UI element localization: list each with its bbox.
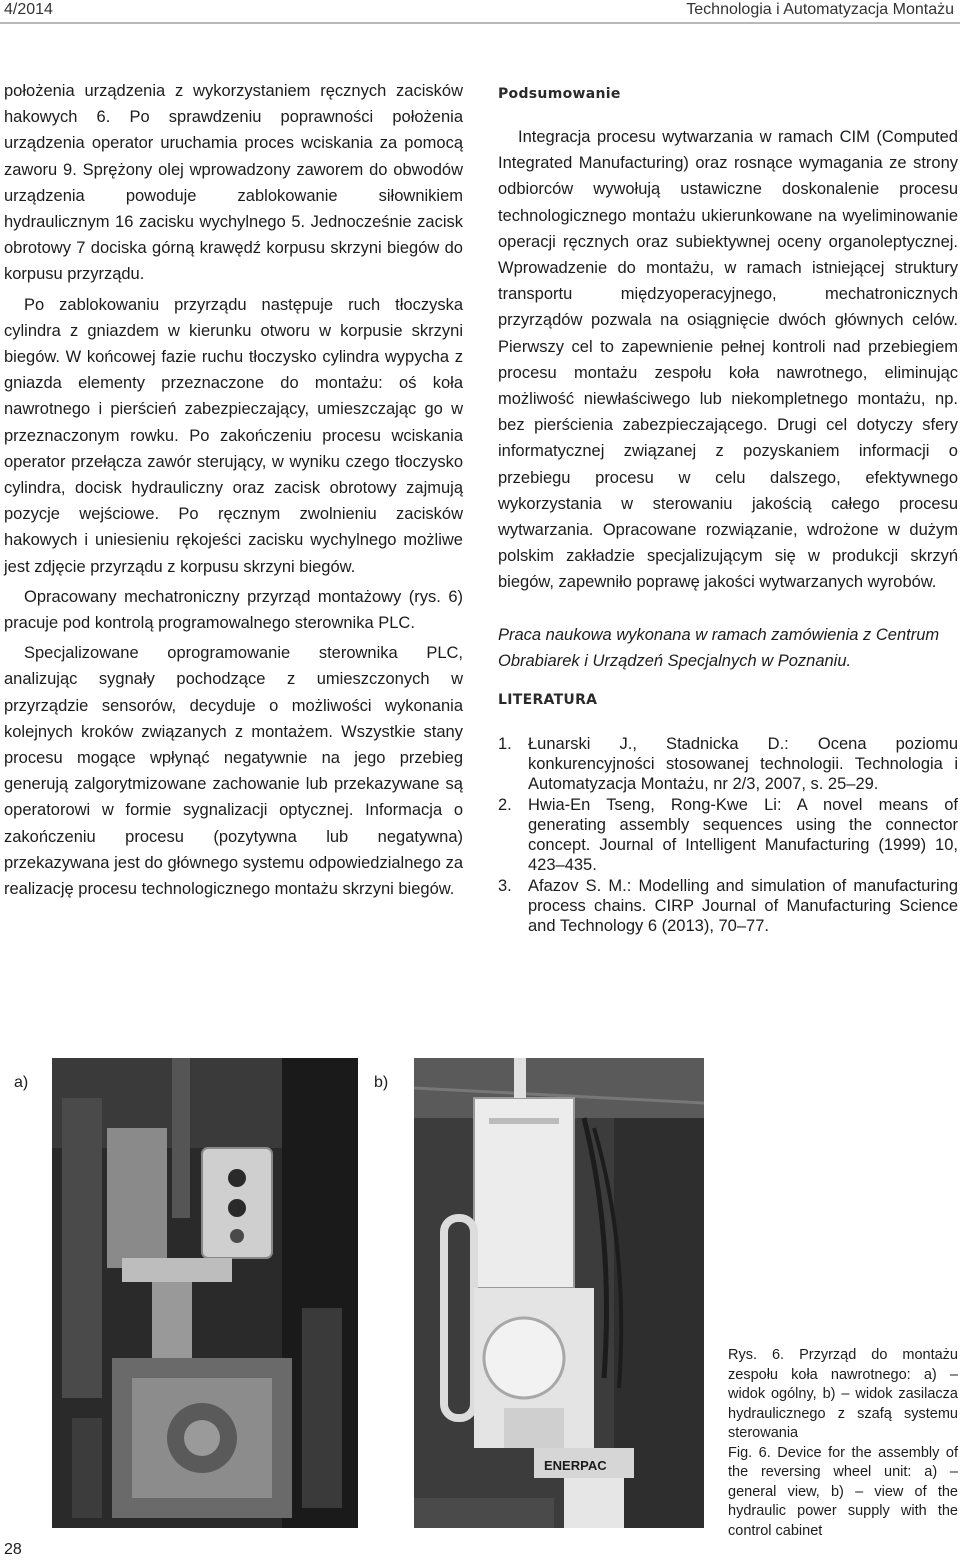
- left-column: [4, 78, 463, 902]
- acknowledgement: Praca naukowa wykonana w ramach zamówienia z Centrum Obrabiarek i Urządzeń Specjalnych w Poznaniu.: [498, 625, 940, 670]
- photo-general-view: [52, 1058, 358, 1528]
- page-number: 28: [4, 1541, 22, 1558]
- figure-label-a: a): [14, 1074, 29, 1091]
- photo-hydraulic-supply-image: [414, 1058, 704, 1528]
- body-paragraph: Opracowany mechatroniczny przyrząd montażowy (rys. 6) pracuje pod kontrolą programowalnego sterownika PLC.: [4, 587, 463, 633]
- reference-item: [498, 734, 958, 794]
- figure-label-b: b): [374, 1074, 389, 1091]
- running-header: [0, 0, 960, 24]
- reference-text: Łunarski J., Stadnicka D.: Ocena poziomu konkurencyjności stosowanej technologii. Technologia i Automatyzacja Montażu, nr 2/3, 2007, s. 25–29.: [528, 735, 958, 794]
- reference-number: 2.: [498, 796, 512, 815]
- reference-list: [498, 734, 958, 936]
- body-paragraph: położenia urządzenia z wykorzystaniem ręcznych zacisków hakowych 6. Po sprawdzeniu poprawności położenia urządzenia operator uruchamia proces wciskania za pomocą zaworu 9. Sprężony olej wprowadzony zaworem do obwodów urządzenia powoduje zablokowanie siłownikiem hydraulicznym 16 zacisku wychylnego 5. Jednocześnie zacisk obrotowy 7 dociska górną krawędź korpusu skrzyni biegów do korpusu przyrządu.: [4, 82, 463, 284]
- reference-item: [498, 795, 958, 875]
- reference-text: Afazov S. M.: Modelling and simulation of manufacturing process chains. CIRP Journal of Manufacturing Science and Technology 6 (2013), 70–77.: [528, 877, 958, 936]
- literature-heading: LITERATURA: [498, 692, 598, 709]
- summary-heading: Podsumowanie: [498, 86, 621, 102]
- issue-number: 4/2014: [4, 1, 53, 18]
- right-column: [498, 78, 958, 937]
- reference-number: 3.: [498, 877, 512, 896]
- photo-general-view-image: [52, 1058, 358, 1528]
- caption-polish: Rys. 6. Przyrząd do montażu zespołu koła nawrotnego: a) – widok ogólny, b) – widok zasilacza hydraulicznego z szafą systemu sterowania: [728, 1347, 958, 1441]
- body-paragraph: Po zablokowaniu przyrządu następuje ruch tłoczyska cylindra z gniazdem w kierunku otworu w korpusie skrzyni biegów. W końcowej fazie ruchu tłoczysko cylindra wypycha z gniazda elementy przeznaczone do montażu: oś koła nawrotnego i pierścień zabezpieczający, umieszczając go w przeznaczonym rowku. Po zakończeniu procesu wciskania operator przełącza zawór sterujący, w wyniku czego tłoczysko cylindra, docisk hydrauliczny oraz zacisk obrotowy zajmują pozycje wejściowe. Po ręcznym zwolnieniu zacisków hakowych i uniesieniu rękojeści zacisku wychylnego możliwe jest zdjęcie przyrządu z korpusu skrzyni biegów.: [4, 295, 463, 576]
- reference-number: 1.: [498, 735, 512, 754]
- figure-caption: [728, 1346, 958, 1541]
- body-paragraph: Specjalizowane oprogramowanie sterownika PLC, analizując sygnały pochodzące z umieszczonych w przyrządzie sensorów, decyduje o możliwości wykonania kolejnych kroków związanych z montażem. Wszystkie stany procesu mogące wpłynąć negatywnie na jego przebieg generują zalgorytmizowane zachowanie lub przekazywane są operatorowi w formie sygnalizacji optycznej. Informacja o zakończeniu procesu (pozytywna lub negatywna) przekazywana jest do głównego systemu odpowiedzialnego za realizację procesu technologicznego montażu skrzyni biegów.: [4, 644, 463, 899]
- summary-paragraph: Integracja procesu wytwarzania w ramach CIM (Computed Integrated Manufacturing) oraz rosnące wymagania ze strony odbiorców wywołują ustawiczne doskonalenie procesu technologicznego montażu ukierunkowane na wyeliminowanie operacji ręcznych oraz subiektywnej oceny organoleptycznej. Wprowadzenie do montażu, w ramach istniejącej struktury transportu międzyoperacyjnego, mechatronicznych przyrządów pozwala na osiągnięcie dwóch głównych celów. Pierwszy cel to zapewnienie pełnej kontroli nad przebiegiem procesu montażu zespołu koła nawrotnego, eliminując możliwość niewłaściwego lub niekompletnego montażu, np. bez pierścienia zabezpieczającego. Drugi cel dotyczy sfery informatycznej związanej z pozyskaniem informacji o przebiegu procesu w celu dalszego, efektywnego wykorzystania w sterowaniu jakością całego procesu wytwarzania. Opracowane rozwiązanie, wdrożone w dużym polskim zakładzie specjalizującym się w produkcji skrzyń biegów, zapewniło poprawę jakości wytwarzanych wyrobów.: [498, 128, 958, 592]
- journal-title: Technologia i Automatyzacja Montażu: [686, 1, 954, 18]
- enerpac-brand-label: ENERPAC: [544, 1458, 607, 1473]
- reference-text: Hwia-En Tseng, Rong-Kwe Li: A novel means of generating assembly sequences using the connector concept. Journal of Intelligent Manufacturing (1999) 10, 423–435.: [528, 796, 958, 875]
- reference-item: [498, 876, 958, 936]
- photo-hydraulic-supply: [414, 1058, 704, 1528]
- caption-english: Fig. 6. Device for the assembly of the reversing wheel unit: a) – general view, b) – view of the hydraulic power supply with the control cabinet: [728, 1444, 958, 1539]
